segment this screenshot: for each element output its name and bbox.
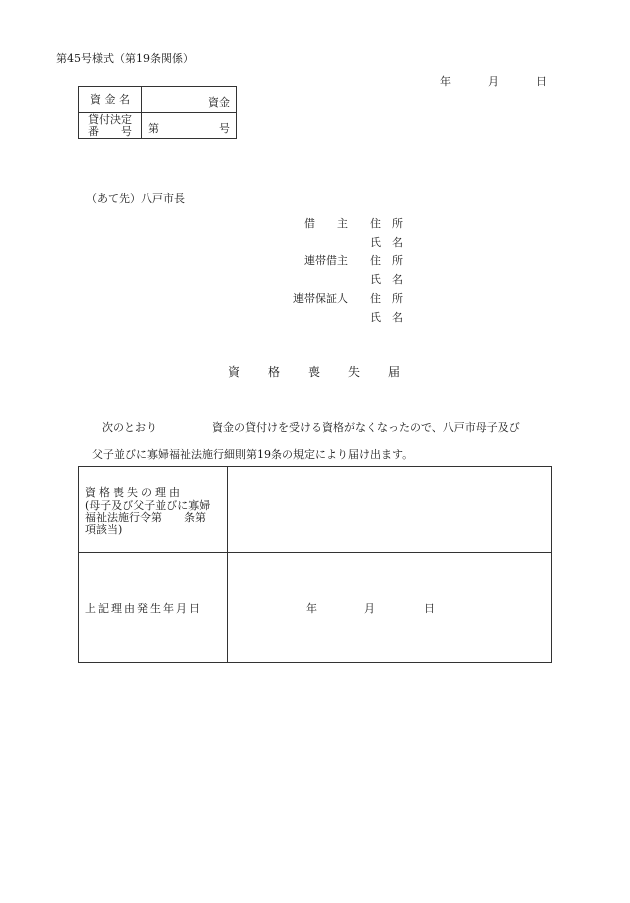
title-char: 格 [267, 365, 282, 379]
borrower-role: 借 主 [304, 217, 348, 230]
reason-input-cell[interactable] [228, 467, 552, 553]
loan-number-label [79, 113, 142, 139]
body-text-line1: 次のとおり 資金の貸付けを受ける資格がなくなったので、八戸市母子及び [102, 421, 520, 434]
guarantor-name-label: 氏 名 [370, 311, 403, 324]
loan-number-field[interactable] [142, 113, 237, 139]
occurrence-month-label: 月 [364, 601, 375, 615]
date-month-label: 月 [488, 75, 499, 88]
addressee: （あて先）八戸市長 [86, 192, 185, 205]
occurrence-year-label: 年 [306, 601, 317, 615]
borrower-address-label: 住 所 [370, 217, 403, 230]
title-char: 届 [388, 365, 403, 379]
date-day-label: 日 [536, 75, 547, 88]
reason-sublabel: (母子及び父子並びに寡婦福祉法施行令第 条第 項該当) [85, 498, 228, 536]
occurrence-day-label: 日 [424, 601, 435, 615]
reason-table [78, 466, 552, 663]
joint-borrower-name-label: 氏 名 [370, 273, 403, 286]
guarantor-role: 連帯保証人 [293, 292, 348, 305]
date-label-cell [79, 553, 228, 663]
fund-name-suffix: 資金 [208, 96, 230, 109]
reason-label-cell [79, 467, 228, 553]
title-char: 資 [227, 365, 242, 379]
form-number: 第45号様式（第19条関係） [56, 52, 194, 65]
title-char: 失 [348, 365, 363, 379]
title-char: 喪 [307, 365, 322, 379]
body-text-line2: 父子並びに寡婦福祉法施行細則第19条の規定により届け出ます。 [92, 448, 414, 461]
loan-number-prefix: 第 [148, 122, 159, 135]
fund-name-field[interactable] [142, 87, 237, 113]
joint-borrower-role: 連帯借主 [304, 254, 348, 267]
date-year-label: 年 [440, 75, 451, 88]
loan-number-label-line1: 貸付決定 [88, 112, 132, 126]
occurrence-date-input-cell[interactable] [228, 553, 552, 663]
borrower-name-label: 氏 名 [370, 236, 403, 249]
occurrence-date-label: 上記理由発生年月日 [85, 601, 202, 615]
guarantor-address-label: 住 所 [370, 292, 403, 305]
joint-borrower-address-label: 住 所 [370, 254, 403, 267]
fund-name-label-text: 資 金 名 [90, 92, 130, 106]
fund-name-label [79, 87, 142, 113]
loan-number-label-line2: 番 号 [88, 124, 132, 138]
loan-number-suffix: 号 [219, 122, 230, 135]
loan-info-table [78, 86, 237, 139]
document-title [0, 363, 630, 380]
reason-label: 資格喪失の理由 [85, 485, 183, 499]
